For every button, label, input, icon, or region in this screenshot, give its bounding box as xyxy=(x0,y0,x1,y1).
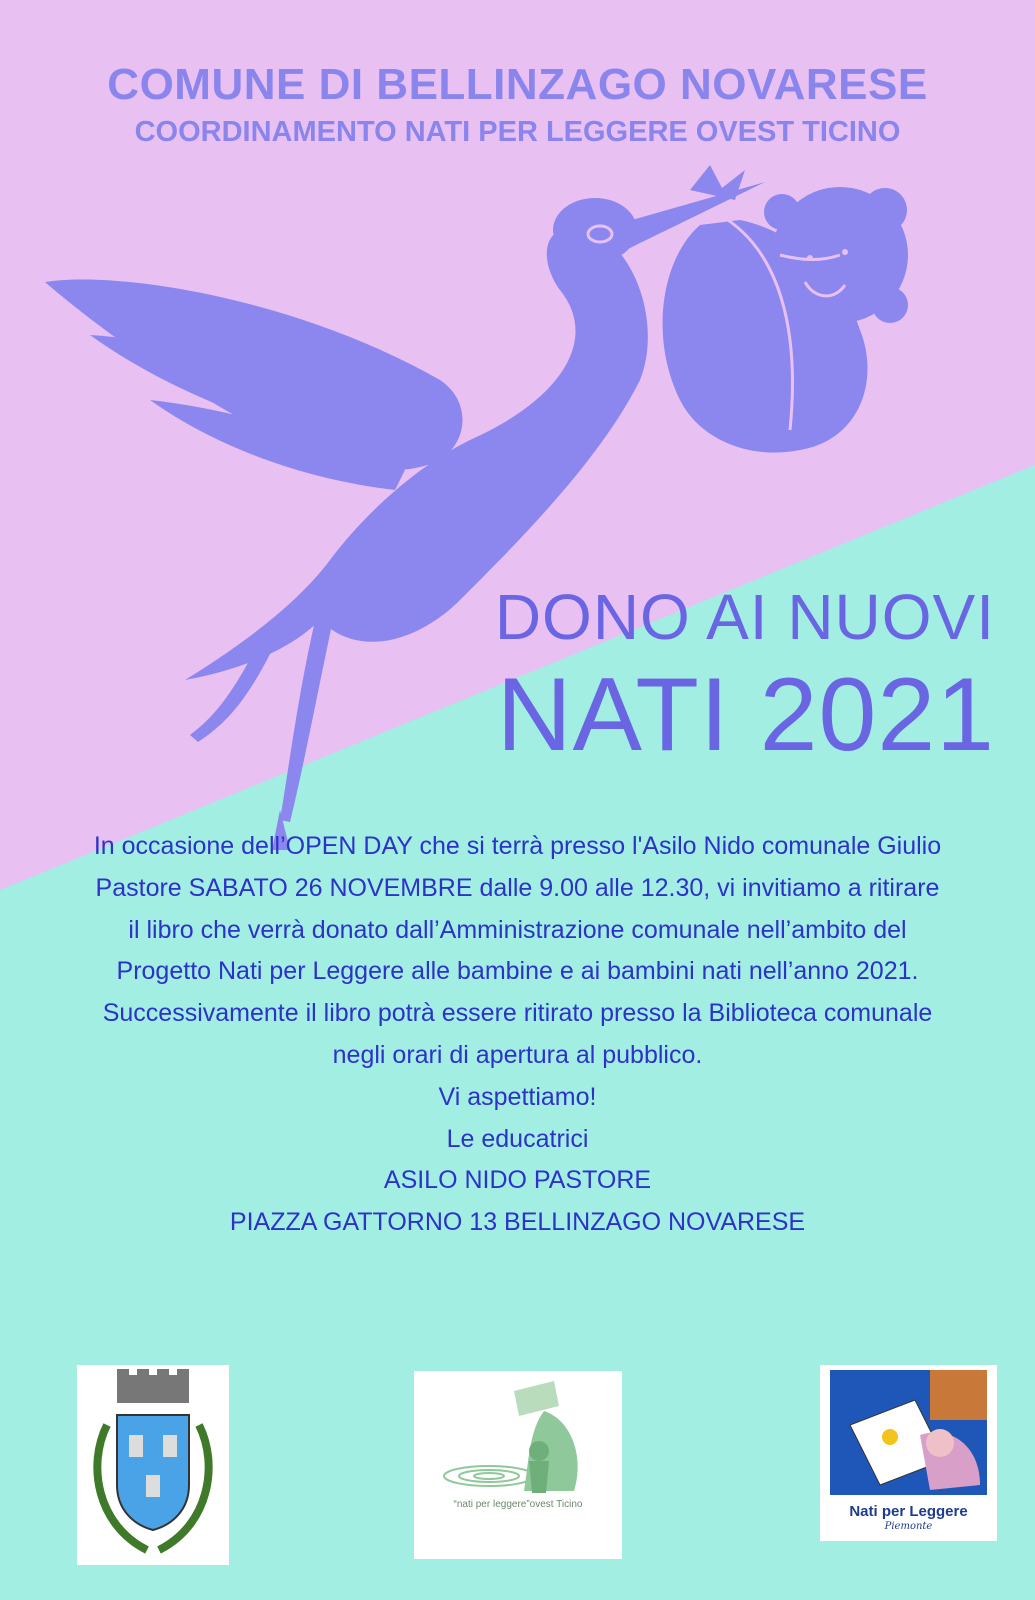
signature: Le educatrici xyxy=(446,1124,589,1153)
invitation-paragraph: In occasione dell’OPEN DAY che si terrà presso l'Asilo Nido comunale Giulio Pastore SABATO 26 NOVEMBRE dalle 9.00 alle 12.30, vi invitiamo a ritirare il libro che verrà donato dall’Amministrazione comunale nell’ambito del Progetto Nati per Leggere alle bambine e ai bambini nati nell’anno 2021. xyxy=(93,832,942,986)
greeting: Vi aspettiamo! xyxy=(438,1082,597,1111)
ovest-ticino-logo xyxy=(414,1371,622,1559)
municipality-title: COMUNE DI BELLINZAGO NOVARESE xyxy=(107,60,928,109)
event-title-line2: NATI 2021 xyxy=(496,657,995,773)
event-title-line1: DONO AI NUOVI xyxy=(494,581,995,653)
coordination-subtitle: COORDINAMENTO NATI PER LEGGERE OVEST TICINO xyxy=(134,116,901,148)
npl-region: Piemonte xyxy=(884,1521,933,1532)
library-paragraph: Successivamente il libro potrà essere ritirato presso la Biblioteca comunale negli orari di apertura al pubblico. xyxy=(102,999,933,1069)
npl-caption: Nati per Leggere xyxy=(849,1503,968,1520)
municipality-coat-of-arms xyxy=(77,1365,229,1565)
invitation-text xyxy=(90,826,945,1244)
nati-per-leggere-logo xyxy=(820,1365,997,1541)
child-reading-icon xyxy=(820,1365,997,1500)
address: PIAZZA GATTORNO 13 BELLINZAGO NOVARESE xyxy=(229,1208,806,1237)
organization-name: ASILO NIDO PASTORE xyxy=(383,1166,652,1195)
ovest-ticino-caption: “nati per leggere”ovest Ticino xyxy=(453,1499,583,1510)
coat-of-arms-icon xyxy=(77,1365,229,1565)
reading-family-icon xyxy=(414,1371,622,1496)
